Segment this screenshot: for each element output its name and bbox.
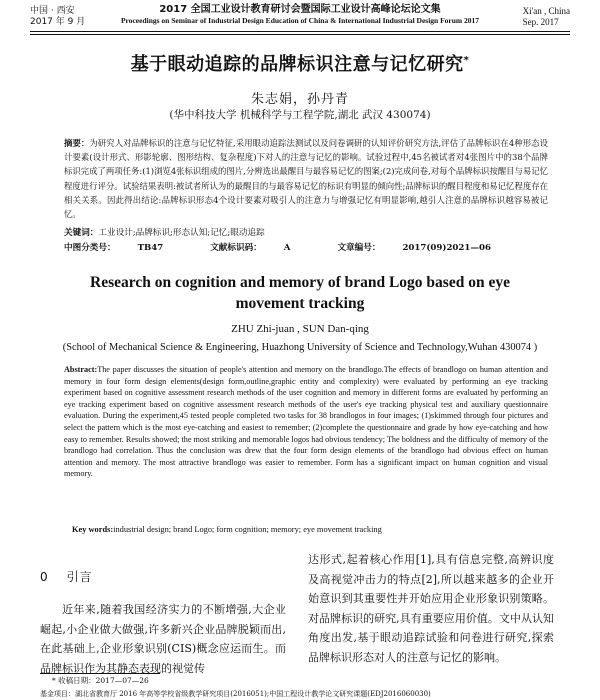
abstract-en-label: Abstract: — [64, 365, 98, 374]
authors-en: ZHU Zhi-juan , SUN Dan-qing — [231, 323, 369, 335]
body-right-paragraph: 达形式,起着核心作用[1],具有信息完整,高辨识度及高视觉冲击力的特点[2],所以越来越多的企业开始意识到其重要性并开始应用企业形象识别策略。对品牌标识的研究,具有重要应用价值。文中从认知角度出发,基于眼动追踪试验和问卷进行研究,探索品牌标识形态对人的注意与记忆的影响。 — [308, 553, 554, 664]
keywords-cn — [64, 227, 548, 240]
header-proceedings-en: Proceedings on Seminar of Industrial Design Education of China & International Industrial Design Forum 2017 — [120, 16, 480, 25]
footnote-date: 2017—07—26 — [95, 676, 149, 685]
doc-code-label: 文献标识码： — [210, 243, 262, 253]
header-location: 中国 · 西安 — [30, 6, 75, 16]
document-code — [210, 243, 312, 253]
footnote-rule — [40, 673, 160, 674]
header-proceedings-cn: 2017 全国工业设计教育研讨会暨国际工业设计高峰论坛论文集 — [159, 4, 441, 15]
affiliation-en: (School of Mechanical Science & Engineering, Huazhong University of Science and Technology,Wuhan 430074 ) — [62, 342, 538, 353]
abstract-en-text: The paper discusses the situation of people's attention and memory on the brandlogo.The effects of brandlogo on human attention and memory in four form design elements(design form,outline,graphic entity and complexity) were evaluated by performing an eye tracking experiment based on cognitive assessment research methods of the user cognition and memory in different forms are evaluated by performing an eye tracking experiment based on cognitive assessment research methods of the user's eye tracking physical test and auxiliary questionnaire evaluation. During the experiment,45 tested people completed two tasks for 38 brandlogos in four images; (1)skimmed through four pictures and select the pattern which is the most eye-catching and easiest to remember; (2)complete the questionnaire and grade by how eye-catching and how easy to remember. Results showed; the most striking and memorable logos had obvious tendency; The boldness and the difficulty of memory of the brandlogo had correlation. Thus the conclusion was drew that the four form design elements of the brandlogo had obvious effect on human attention and memory. The most attractive brandlogo was easier to remember. Form has a significant impact on human cognition and visual memory. — [64, 365, 548, 479]
keywords-en-text: industrial design; brand Logo; form cognition; memory; eye movement tracking — [113, 525, 382, 534]
body-left-column: 近年来,随着我国经济实力的不断增强,大企业崛起,小企业做大做强,许多新兴企业品牌脱颖而出,在此基础上,企业形象识别(CIS)概念应运而生。而品牌标识作为其静态表现的视觉传 — [40, 603, 286, 675]
title-footnote-mark: * — [463, 55, 470, 66]
clc-value: TB47 — [137, 243, 164, 253]
abstract-cn — [64, 136, 548, 221]
article-no-label: 文章编号： — [337, 243, 381, 253]
authors-cn: 朱志娟，孙丹青 — [250, 92, 349, 107]
header-location-en: Xi'an , China — [522, 6, 570, 16]
article-number — [337, 243, 512, 253]
footnote-fund: 基金项目：湖北省教育厅 2016 年高等学校省级教学研究项目(2016051);中国工程设计教学论文研究课题(EDJ2016060030) — [40, 690, 431, 698]
paper-title-en: Research on cognition and memory of brand Logo based on eye movement tracking — [90, 274, 510, 312]
keywords-en — [72, 524, 548, 536]
header-date-en: Sep. 2017 — [522, 17, 559, 27]
clc-number — [64, 243, 185, 253]
abstract-cn-label: 摘要： — [64, 138, 90, 148]
header-location-date-en — [523, 6, 570, 28]
header-date: 2017 年 9 月 — [30, 17, 86, 27]
section-heading-introduction — [40, 568, 93, 585]
header-location-date — [30, 6, 85, 28]
doc-code-value: A — [283, 243, 291, 253]
keywords-cn-text: 工业设计;品牌标识;形态认知;记忆;眼动追踪 — [98, 228, 265, 238]
abstract-cn-text: 为研究人对品牌标识的注意与记忆特征,采用眼动追踪法测试以及问卷调研的认知评价研究方法,评估了品牌标识在4种形态设计要素(设计形式、形影轮廓、图形结构、复杂程度)下对人的注意与记忆的影响。试验过程中,45名被试者对4张图片中的38个品牌标识完成了两项任务:(1)浏览4张标识组成的图片,分辨选出最醒目与最容易记忆的图案;(2)完成问卷,对每个品牌标识按醒目与易记忆程度进行评分。试验结果表明:被试者所认为的最醒目的与最容易记忆的标识有明显的倾向性;品牌标识的醒目程度和易记忆程度存在相关关系。因此得出结论:品牌标识形态4个设计要素对吸引人的注意力与增强记忆有明显影响,越引人注意的品牌标识越容易被记忆。 — [64, 138, 549, 220]
section-title: 引言 — [66, 570, 93, 584]
classification-line — [64, 242, 548, 255]
paper-title-cn — [40, 50, 560, 76]
keywords-cn-label: 关键词： — [64, 228, 99, 238]
article-no-value: 2017(09)2021—06 — [402, 243, 491, 253]
paper-title-cn-text: 基于眼动追踪的品牌标识注意与记忆研究 — [130, 54, 464, 75]
affiliation-cn: (华中科技大学 机械科学与工程学院,湖北 武汉 430074) — [169, 109, 431, 121]
clc-label: 中图分类号： — [64, 243, 116, 253]
body-right-column — [308, 550, 554, 667]
header-rule — [30, 31, 570, 32]
header-proceedings — [112, 4, 488, 26]
abstract-en — [64, 364, 548, 480]
keywords-en-label: Key words: — [72, 525, 114, 534]
footnote-received — [52, 676, 149, 685]
section-number: 0 — [40, 570, 49, 584]
header-rule-thin — [30, 34, 570, 35]
footnote-label: * 收稿日期： — [52, 676, 96, 685]
